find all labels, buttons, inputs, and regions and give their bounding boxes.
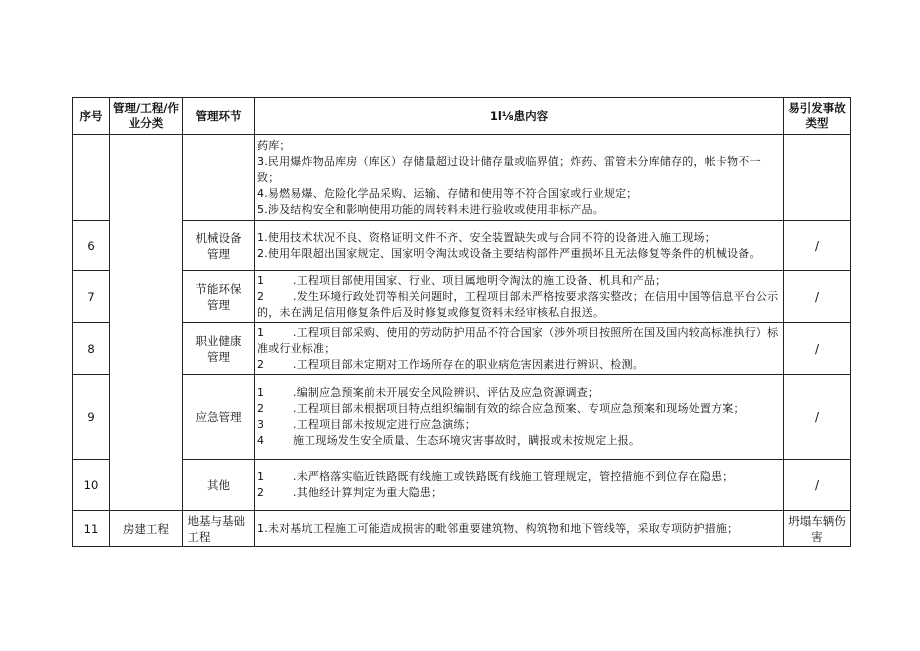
seq-cell: 10: [73, 460, 110, 511]
link-cell: 地基与基础工程: [183, 511, 255, 547]
content-cell: 1 .工程项目部采购、使用的劳动防护用品不符合国家（涉外项目按照所在国及国内较高标准执行）标准或行业标准； 2 .工程项目部未定期对工作场所存在的职业病危害因素进行辨识、检测。: [255, 323, 784, 375]
accident-cell: /: [784, 221, 851, 271]
link-cell: 机械设备管理: [183, 221, 255, 271]
accident-cell: /: [784, 271, 851, 323]
seq-cell: 11: [73, 511, 110, 547]
link-cell: 其他: [183, 460, 255, 511]
link-cell: 节能环保管理: [183, 271, 255, 323]
accident-cell: [784, 135, 851, 221]
header-content: 1l⅛患内容: [255, 98, 784, 135]
content-cell: 1 .工程项目部使用国家、行业、项目属地明令淘汰的施工设备、机具和产品； 2 .发生环境行政处罚等相关问题时，工程项目部未严格按要求落实整改；在信用中国等信息平台公示的，未在满足信用修复条件后及时修复或修复资料未经审核私自报送。: [255, 271, 784, 323]
hazard-table: [72, 97, 851, 547]
accident-cell: /: [784, 323, 851, 375]
seq-cell: [73, 135, 110, 221]
accident-cell: /: [784, 375, 851, 460]
table-row: [73, 271, 851, 323]
content-cell: 1 .未严格落实临近铁路既有线施工或铁路既有线施工管理规定，管控措施不到位存在隐患； 2 .其他经计算判定为重大隐患；: [255, 460, 784, 511]
table-row: [73, 375, 851, 460]
table-row: [73, 221, 851, 271]
table-row-continued: [73, 135, 851, 221]
content-cell: 药库； 3.民用爆炸物品库房（库区）存储量超过设计储存量或临界值；炸药、雷管未分库储存的，帐卡物不一致； 4.易燃易爆、危险化学品采购、运输、存储和使用等不符合国家或行业规定； 5.涉及结构安全和影响使用功能的周转料未进行验收或使用非标产品。: [255, 135, 784, 221]
table-row: [73, 323, 851, 375]
category-cell: 房建工程: [110, 511, 183, 547]
link-cell: 应急管理: [183, 375, 255, 460]
accident-cell: 坍塌车辆伤害: [784, 511, 851, 547]
accident-cell: /: [784, 460, 851, 511]
link-cell: [183, 135, 255, 221]
table-row: [73, 511, 851, 547]
category-cell-merged: [110, 135, 183, 511]
header-row: [73, 98, 851, 135]
table-row: [73, 460, 851, 511]
seq-cell: 7: [73, 271, 110, 323]
content-cell: 1.未对基坑工程施工可能造成损害的毗邻重要建筑物、构筑物和地下管线等，采取专项防护措施；: [255, 511, 784, 547]
header-link: 管理环节: [183, 98, 255, 135]
header-accident: 易引发事故类型: [784, 98, 851, 135]
content-cell: 1.使用技术状况不良、资格证明文件不齐、安全装置缺失或与合同不符的设备进入施工现场； 2.使用年限超出国家规定、国家明令淘汰或设备主要结构部件严重损坏且无法修复等条件的机械设备。: [255, 221, 784, 271]
hazard-table-page: [72, 97, 850, 547]
header-category: 管理/工程/作业分类: [110, 98, 183, 135]
seq-cell: 9: [73, 375, 110, 460]
seq-cell: 6: [73, 221, 110, 271]
link-cell: 职业健康管理: [183, 323, 255, 375]
seq-cell: 8: [73, 323, 110, 375]
content-cell: 1 .编制应急预案前未开展安全风险辨识、评估及应急资源调查； 2 .工程项目部未根据项目特点组织编制有效的综合应急预案、专项应急预案和现场处置方案； 3 .工程项目部未按规定进行应急演练； 4 施工现场发生安全质量、生态环境灾害事故时，瞒报或未按规定上报。: [255, 375, 784, 460]
header-seq: 序号: [73, 98, 110, 135]
